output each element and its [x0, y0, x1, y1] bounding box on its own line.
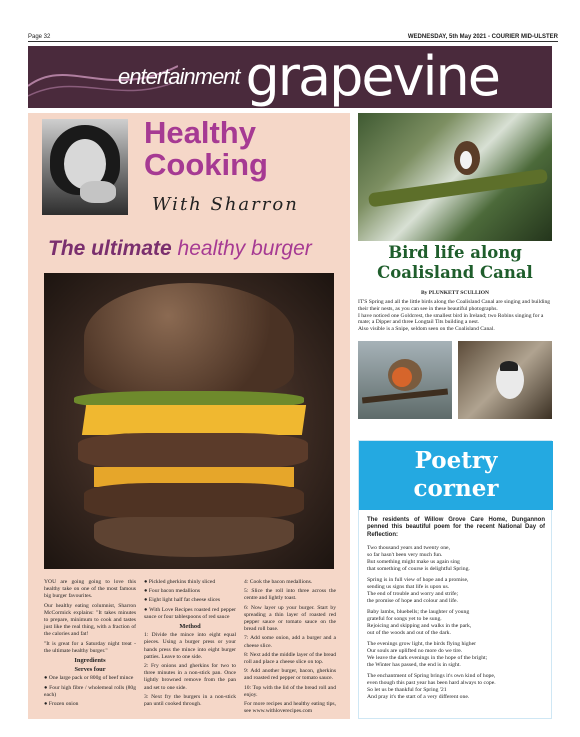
recipe-columns: [44, 579, 340, 717]
poetry-corner-title: Poetry corner: [359, 441, 553, 510]
bird-byline: By PLUNKETT SCULLION: [420, 290, 490, 296]
healthy-cooking-section: [28, 113, 350, 719]
bird-article-text: IT'S Spring and all the little birds along the Coalisland Canal are singing and building their their nests, as you can see in these beautiful photographs. I have noticed one Goldcrest, the smallest bird in Ireland; two Robins singing for a mate; a Dipper and three Longtail Tits building a nest. Also visible is a Snipe, seldom seen on the Coalisland Canal.: [358, 299, 551, 333]
page-number: Page 32: [28, 34, 51, 40]
columnist-photo: [42, 119, 128, 215]
grapevine-banner: [28, 46, 552, 108]
bird-life-section: [358, 113, 552, 433]
method-heading: Method: [179, 623, 201, 631]
recipe-column-1: YOU are going going to love this healthy take on one of the most famous big burger favourites. Our healthy eating columnist, Sharron McCormick explains: "It takes minutes to prepare, minimum to cook and tastes just like the real thing, with a fraction of the calories and fat! "It is great for a Saturday night treat - the ultimate healthy burger." Ingredients Serves four ● One large pack or 800g of beef mince ● Four high fibre / wholemeal rolls (80g each) ● Frozen onion: [44, 579, 136, 717]
article-headline: The ultimate healthy burger: [48, 237, 312, 260]
robin-photo: [358, 341, 452, 419]
dipper-photo: [358, 113, 552, 241]
bird-article-title: Bird life along Coalisland Canal: [377, 243, 533, 282]
poetry-corner-section: [358, 440, 552, 719]
recipe-column-2: ● Pickled gherkins thinly sliced ● Four bacon medallions ● Eight light half fat cheese slices ● With Love Recipes roasted red pepper sauce or four tablespoons of red sauce Method 1: Divide the mince into eight equal pieces. Using a burger press or your hands press the mince into eight burger patties. Leave to one side. 2: Fry onions and gherkins for two to three minutes in a non-stick pan. Once lightly browned remove from the pan and set to one side. 3: Next fry the burgers in a non-stick pan until cooked through.: [144, 579, 236, 717]
poem-text: Two thousand years and twenty one, so far hasn't been very much fun. But something might make us again sing that something of course is delightful Spring. Spring is in full view of hope and a promise, sending us signs that life is upon us. The end of trouble and worry and strife; the promise of hope and colour and life. Baby lambs, bluebells; the laughter of young grateful for songs yet to be sung. Rejoicing and skipping and walks in the park, out of the woods and out of the dark. The evenings grow light, the birds flying higher Our souls are uplifted no more do we tire. We leave the dark evenings in the hope of the bright; the Winter has passed, the end is in sight. The enchantment of Spring brings it's own kind of hope, even though this past year has been hard always to cope. So let us be thankful for Spring '21 And pray it's the start of a very different one.: [367, 545, 496, 700]
burger-photo: [44, 273, 334, 569]
recipe-column-3: 4: Cook the bacon medallions. 5: Slice the roll into three across the centre and lightly toast. 6: Now layer up your burger. Start by spreading a thin layer of roasted red pepper sauce or tomato sauce on the bread roll base. 7: Add some onion, add a burger and a cheese slice. 8: Next add the middle layer of the bread roll and place a cheese slice on top. 9: Add another burger, bacon, gherkins and roasted red pepper or tomato sauce. 10: Top with the lid of the bread roll and enjoy. For more recipes and healthy eating tips, see www.withloverecipes.com: [244, 579, 336, 715]
banner-entertainment: entertainment: [118, 64, 240, 89]
column-byline: With Sharron: [152, 194, 299, 215]
issue-date: WEDNESDAY, 5th May 2021 - COURIER MID-ULSTER: [407, 34, 558, 40]
poetry-intro: The residents of Willow Grove Care Home, Dungannon penned this beautiful poem for the recent National Day of Reflection:: [367, 517, 545, 538]
serves-heading: Serves four: [74, 666, 106, 674]
healthy-cooking-title: Healthy Cooking: [144, 115, 268, 182]
ingredients-heading: Ingredients: [74, 657, 106, 665]
banner-grapevine: grapevine: [245, 46, 500, 108]
page-header: [28, 30, 558, 42]
longtail-tit-photo: [458, 341, 552, 419]
